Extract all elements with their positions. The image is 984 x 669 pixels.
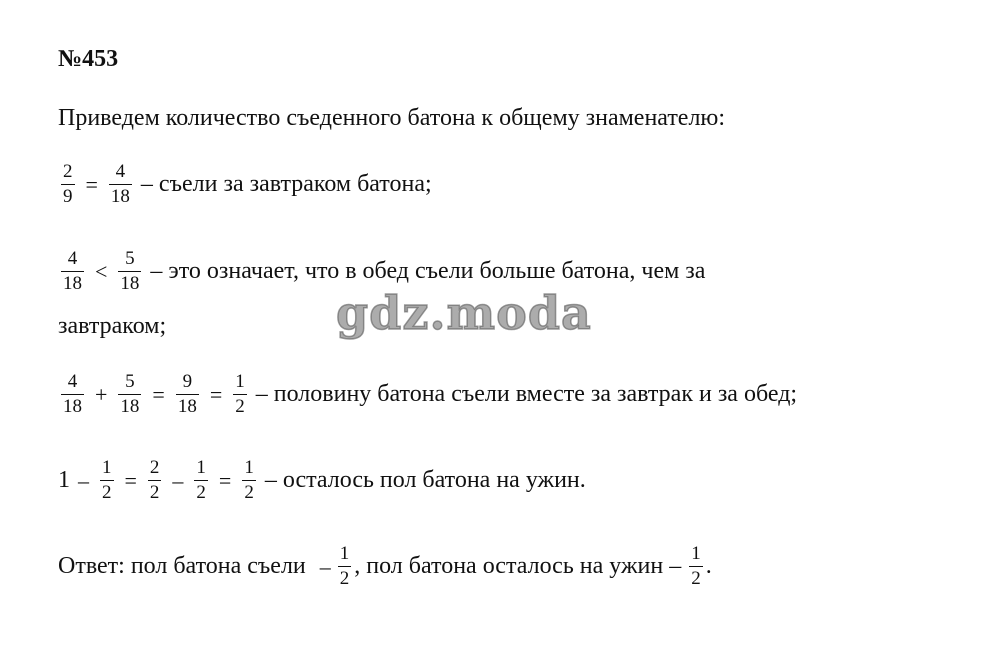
fraction [689, 542, 703, 591]
line-text: – съели за завтраком батона; [140, 171, 432, 198]
denominator: 18 [120, 273, 140, 295]
equation-line-4 [58, 456, 586, 505]
numerator: 1 [244, 457, 254, 478]
line-text: – осталось пол батона на ужин. [264, 467, 586, 494]
operator: – [172, 467, 184, 493]
lead-number: 1 [58, 467, 70, 494]
denominator: 2 [196, 482, 206, 504]
denominator: 18 [110, 186, 130, 208]
line-2-continuation: завтраком; [58, 313, 167, 339]
answer-text-1: Ответ: пол батона съели [58, 553, 306, 580]
numerator: 1 [339, 543, 350, 564]
fraction [61, 247, 84, 296]
operator: = [218, 467, 232, 493]
numerator: 4 [67, 371, 78, 392]
denominator: 2 [235, 396, 245, 418]
intro-text: Приведем количество съеденного батона к общему знаменателю: [58, 105, 726, 131]
denominator: 18 [177, 396, 197, 418]
denominator: 18 [63, 273, 82, 295]
numerator: 4 [67, 248, 78, 269]
fraction [61, 160, 75, 209]
numerator: 9 [182, 371, 193, 392]
fraction [118, 370, 141, 419]
answer-line [58, 542, 712, 591]
denominator: 2 [244, 482, 254, 504]
operator: – [319, 553, 331, 579]
line-text: – половину батона съели вместе за завтрак и за обед; [255, 381, 798, 408]
numerator: 1 [196, 457, 206, 478]
answer-text-2: , пол батона осталось на ужин – [354, 553, 682, 580]
denominator: 2 [102, 482, 112, 504]
operator: = [85, 171, 98, 197]
fraction [109, 160, 132, 209]
fraction [176, 370, 199, 419]
operator: = [209, 381, 223, 407]
denominator: 9 [63, 186, 73, 208]
watermark-logo: gdz.moda [336, 286, 592, 340]
equation-line-1 [58, 160, 432, 209]
fraction [118, 247, 141, 296]
numerator: 4 [115, 161, 126, 182]
numerator: 1 [102, 457, 112, 478]
numerator: 2 [149, 457, 160, 478]
denominator: 18 [120, 396, 140, 418]
problem-number: №453 [58, 46, 119, 72]
fraction [61, 370, 84, 419]
operator: = [152, 381, 165, 407]
fraction [338, 542, 352, 591]
numerator: 1 [691, 543, 701, 564]
operator: – [78, 467, 89, 493]
equation-line-3 [58, 370, 797, 419]
denominator: 2 [149, 482, 160, 504]
operator: + [95, 381, 108, 407]
denominator: 18 [63, 396, 82, 418]
answer-text-3: . [705, 553, 712, 580]
denominator: 2 [339, 568, 350, 590]
denominator: 2 [691, 568, 701, 590]
fraction [233, 370, 247, 419]
numerator: 5 [125, 248, 135, 269]
fraction [242, 456, 256, 505]
fraction [100, 456, 114, 505]
operator: = [124, 467, 137, 493]
numerator: 2 [63, 161, 73, 182]
numerator: 1 [235, 371, 245, 392]
line-text: – это означает, что в обед съели больше батона, чем за [150, 258, 706, 285]
fraction [194, 456, 208, 505]
fraction [148, 456, 162, 505]
numerator: 5 [125, 371, 135, 392]
operator: < [95, 258, 108, 284]
